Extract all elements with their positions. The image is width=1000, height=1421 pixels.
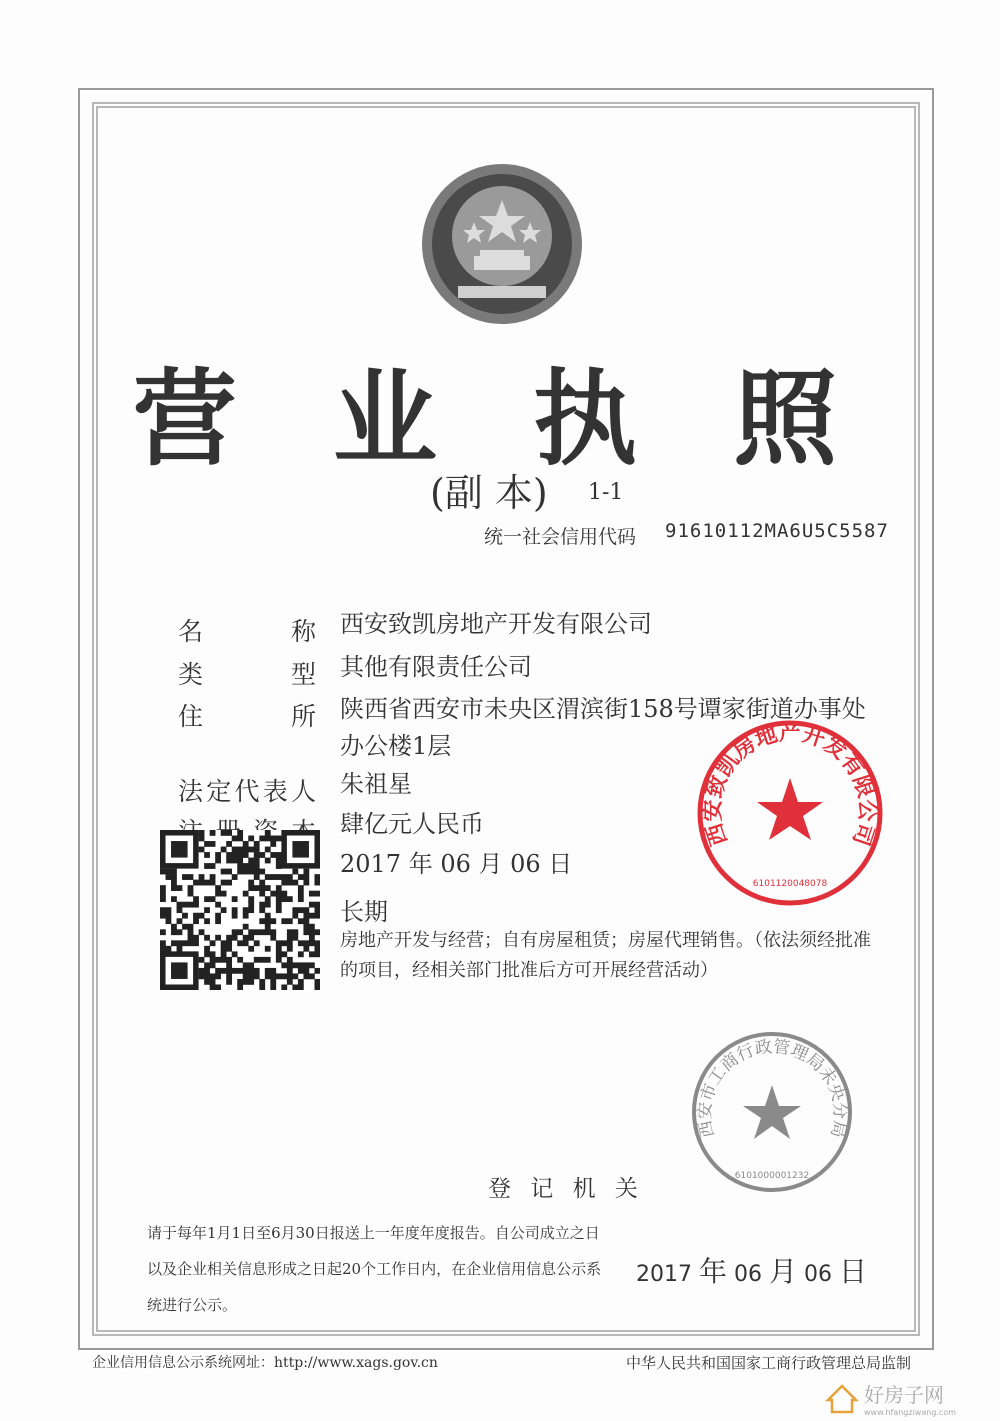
watermark-url: www.hfangziwang.com xyxy=(864,1408,957,1417)
field-value-type: 其他有限责任公司 xyxy=(340,653,532,681)
field-label-legal-rep: 法 定 代 表 人 xyxy=(178,777,316,806)
qr-code xyxy=(160,830,320,990)
credit-code-value: 91610112MA6U5C5587 xyxy=(665,520,889,542)
issue-date xyxy=(636,1250,867,1290)
field-value-term: 长期 xyxy=(340,898,388,926)
issue-day-unit: 日 xyxy=(839,1255,868,1288)
watermark-text: 好房子网 xyxy=(864,1383,944,1407)
house-icon xyxy=(828,1386,856,1412)
copy-label: (副 本) xyxy=(430,471,548,515)
authority-seal-code: 6101000001232 xyxy=(734,1171,810,1181)
issue-year-unit: 年 xyxy=(699,1255,728,1288)
issue-month-unit: 月 xyxy=(769,1255,798,1288)
field-value-capital: 肆亿元人民币 xyxy=(340,810,484,838)
footer-website-label: 企业信用信息公示系统网址： xyxy=(92,1355,274,1371)
company-seal-text: 西安致凯房地产开发有限公司 xyxy=(700,721,880,849)
page-title: 营 业 执 照 xyxy=(132,358,868,480)
issue-year: 2017 xyxy=(636,1262,692,1287)
field-label-type: 类 型 xyxy=(178,660,316,689)
authority-seal xyxy=(690,1030,855,1195)
field-label-address: 住 所 xyxy=(178,702,316,731)
field-label-name: 名 称 xyxy=(178,617,316,646)
watermark-logo xyxy=(820,1378,990,1418)
footer-website-link[interactable]: http://www.xags.gov.cn xyxy=(274,1355,438,1371)
company-seal-code: 6101120048078 xyxy=(752,879,828,889)
copy-number: 1-1 xyxy=(588,480,624,505)
field-value-name: 西安致凯房地产开发有限公司 xyxy=(340,610,652,638)
company-seal xyxy=(695,718,885,908)
issue-day: 06 xyxy=(804,1262,833,1287)
footer-supervisor: 中华人民共和国国家工商行政管理总局监制 xyxy=(626,1354,912,1372)
issue-month: 06 xyxy=(734,1262,763,1287)
credit-code-label: 统一社会信用代码 xyxy=(484,526,637,548)
annual-report-notice: 请于每年1月1日至6月30日报送上一年度年度报告。自公司成立之日以及企业相关信息形成之日起20个工作日内，在企业信用信息公示系统进行公示。 xyxy=(147,1224,602,1314)
footer-website xyxy=(92,1352,438,1372)
field-value-address: 陕西省西安市未央区渭滨街158号谭家街道办事处办公楼1层 xyxy=(340,695,866,760)
national-emblem-icon xyxy=(418,160,586,328)
field-value-legal-rep: 朱祖星 xyxy=(340,770,412,798)
field-value-scope: 房地产开发与经营；自有房屋租赁；房屋代理销售。（依法须经批准的项目，经相关部门批准后方可开展经营活动） xyxy=(340,930,871,981)
authority-seal-text: 西安市工商行政管理局未央分局 xyxy=(695,1037,850,1140)
field-value-establish-date: 2017 年 06 月 06 日 xyxy=(340,850,573,878)
registration-authority: 登 记 机 关 xyxy=(488,1176,644,1202)
